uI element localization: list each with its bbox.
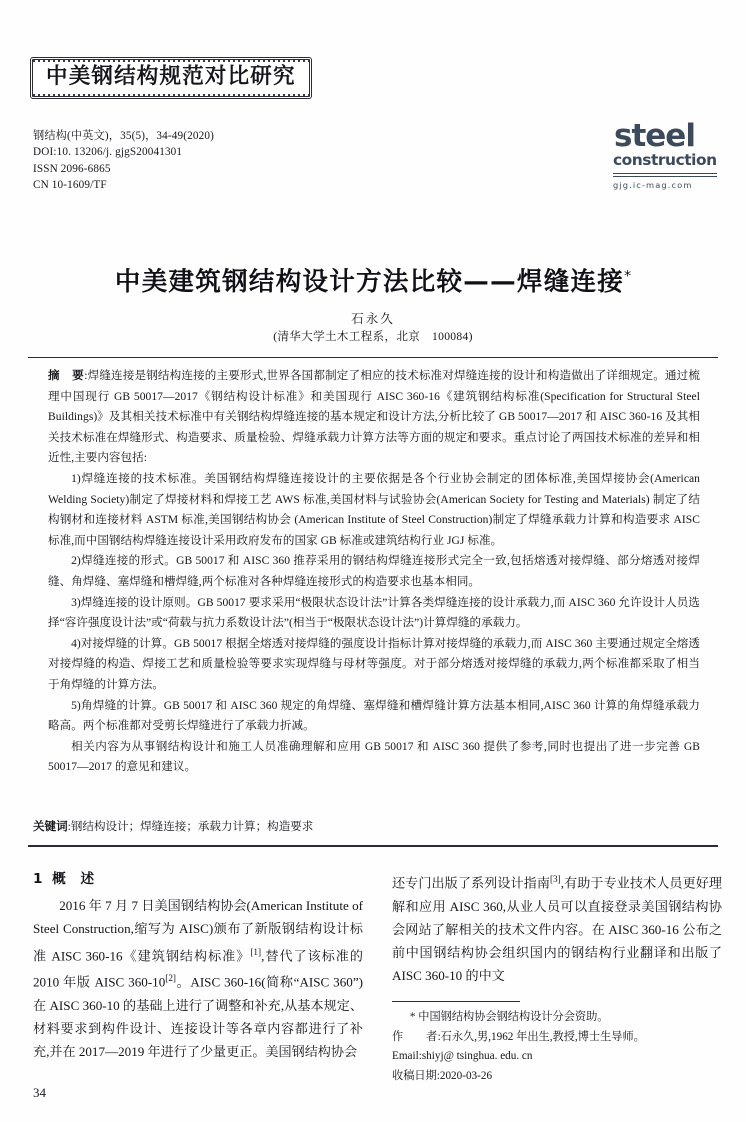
reference-marker-2: [2] (165, 973, 176, 984)
abstract-paragraph-3: 2)焊缝连接的形式。GB 50017 和 AISC 360 推荐采用的钢结构焊缝连接形式完全一致,包括熔透对接焊缝、部分熔透对接焊缝、角焊缝、塞焊缝和槽焊缝,两个标准对各种焊缝连接形式的构造要求也基本相同。 (48, 555, 700, 588)
title-text: 中美建筑钢结构设计方法比较——焊缝连接 (114, 267, 625, 297)
footnote-rule (392, 1001, 520, 1002)
footnote-funding: * 中国钢结构协会钢结构设计分会资助。 (409, 1011, 609, 1023)
abstract-label: 摘 要 (48, 370, 85, 382)
banner-box (30, 57, 312, 99)
reference-marker-1: [1] (250, 946, 262, 957)
abstract-paragraph-4: 3)焊缝连接的设计原则。GB 50017 要求采用“极限状态设计法”计算各类焊缝连接的设计承载力,而 AISC 360 允许设计人员选择“容许强度设计法”或“荷载与抗力系数设计法”(相当于“极限状态设计法”)计算焊缝的承载力。 (48, 596, 700, 630)
footnote-email: Email:shiyj@ tsinghua. edu. cn (392, 1050, 533, 1063)
footnote-author-label: 作 者 (392, 1030, 438, 1043)
issn-line: ISSN 2096-6865 (33, 162, 111, 175)
logo-url: gjg.ic-mag.com (613, 180, 693, 191)
footnote-author-info: :石永久,男,1962 年出生,教授,博士生导师。 (437, 1030, 645, 1043)
masthead-banner (30, 57, 312, 99)
body-text-right-a: 还专门出版了系列设计指南 (392, 875, 550, 891)
abstract-paragraph-2: 1)焊缝连接的技术标准。美国钢结构焊缝连接设计的主要依据是各个行业协会制定的团体标准,美国焊接协会(American Welding Society)制定了焊接材料和焊接工艺 AWS 标准,美国材料与试验协会(American Society for Testing and Materials) 制定了结构钢材和连接材料 ASTM 标准,美国钢结构协会 (American Institute of Steel Construction)制定了焊缝承载力计算和构造要求 AISC 标准,而中国钢结构焊缝连接设计采用政府发布的国家 GB 标准或建筑结构行业 JGJ 标准。 (48, 472, 700, 547)
body-top-rule (28, 845, 718, 847)
section-title: 概 述 (52, 871, 95, 887)
author-name: 石永久 (351, 312, 395, 326)
page-title (0, 262, 746, 298)
logo-word-construction: construction (613, 151, 717, 170)
body-text-right-b: ,有助于专业技术人员更好理解和应用 AISC 360,从业人员可以直接登录美国钢结构协会网站了解相关的技术文件内容。在 AISC 360-16 公布之前中国钢结构协会组织国内的钢结构行业翻译和出版了 AISC 360-10 的中文 (392, 875, 722, 984)
page-number: 34 (33, 1085, 46, 1100)
body-text-left-b: ,替代了该标准的 2010 年版 AISC 360-10 (33, 947, 363, 990)
abstract-paragraph-7: 相关内容为从事钢结构设计和施工人员准确理解和应用 GB 50017 和 AISC 360 提供了参考,同时也提出了进一步完善 GB 50017—2017 的意见和建议。 (48, 740, 700, 774)
keywords-text: :钢结构设计；焊缝连接；承载力计算；构造要求 (67, 821, 314, 833)
logo-divider (613, 173, 717, 177)
keywords-line (33, 818, 713, 837)
logo-word-steel: steel (614, 118, 695, 154)
abstract-paragraph-5: 4)对接焊缝的计算。GB 50017 根据全熔透对接焊缝的强度设计指标计算对接焊缝的承载力,而 AISC 360 主要通过规定全熔透对接焊缝的构造、焊接工艺和质量检验等要求实现焊缝与母材等强度。对于部分熔透对接焊缝的承载力,两个标准都采取了相当于角焊缝的计算方法。 (48, 637, 700, 691)
footnote-block (392, 1008, 722, 1086)
footnote-received-date: 收稿日期:2020-03-26 (392, 1069, 493, 1082)
journal-citation-line: 钢结构(中英文)，35(5)，34-49(2020) (33, 130, 215, 142)
abstract-top-rule (28, 357, 718, 358)
author-affiliation: (清华大学土木工程系，北京 100084) (273, 330, 473, 343)
title-footnote-mark: * (624, 268, 632, 285)
body-paragraph-right (392, 868, 722, 987)
banner-title: 中美钢结构规范对比研究 (46, 64, 296, 89)
cn-number-line: CN 10-1609/TF (33, 178, 107, 191)
keywords-label: 关键词 (33, 821, 68, 833)
abstract-paragraph-1 (48, 366, 700, 469)
section-heading (33, 868, 363, 891)
section-number: 1 (33, 871, 44, 887)
abstract-text-1: :焊缝连接是钢结构连接的主要形式,世界各国都制定了相应的技术标准对焊缝连接的设计和构造做出了详细规定。通过梳理中国现行 GB 50017—2017《钢结构设计标准》和美国现行 AISC 360-16《建筑钢结构标准(Specification for Structural Steel Buildings)》及其相关技术标准中有关钢结构焊缝连接的基本规定和设计方法,分析比较了 GB 50017—2017 和 AISC 360-16 及其相关技术标准在焊缝形式、构造要求、质量检验、焊缝承载力计算方法等方面的规定和要求。重点讨论了两国技术标准的差异和相近性,主要内容包括: (48, 370, 700, 465)
body-text-left-c: 。AISC 360-16(简称“AISC 360”)在 AISC 360-10 的基础上进行了调整和补充,从基本规定、材料要求到构件设计、连接设计等各章内容都进行了补充,并在 2017—2019 年进行了少量更正。美国钢结构协会 (33, 974, 363, 1060)
body-text-left-a: 2016 年 7 月 7 日美国钢结构协会(American Institute of Steel Construction,缩写为 AISC)颁布了新版钢结构设计标准 AISC 360-16《建筑钢结构标准》 (33, 898, 363, 963)
body-column-left (33, 868, 363, 1063)
abstract-paragraph-6: 5)角焊缝的计算。GB 50017 和 AISC 360 规定的角焊缝、塞焊缝和槽焊缝计算方法基本相同,AISC 360 计算的角焊缝承载力略高。两个标准都对受剪长焊缝进行了承载力折减。 (48, 699, 700, 733)
body-paragraph-left (33, 894, 363, 1063)
journal-meta (33, 128, 214, 193)
abstract-block (48, 366, 700, 778)
reference-marker-3: [3] (550, 874, 561, 884)
footnote-author (392, 1028, 722, 1048)
doi-line: DOI:10. 13206/j. gjgS20041301 (33, 146, 183, 159)
body-column-right (392, 868, 722, 987)
steel-construction-logo (613, 118, 719, 191)
